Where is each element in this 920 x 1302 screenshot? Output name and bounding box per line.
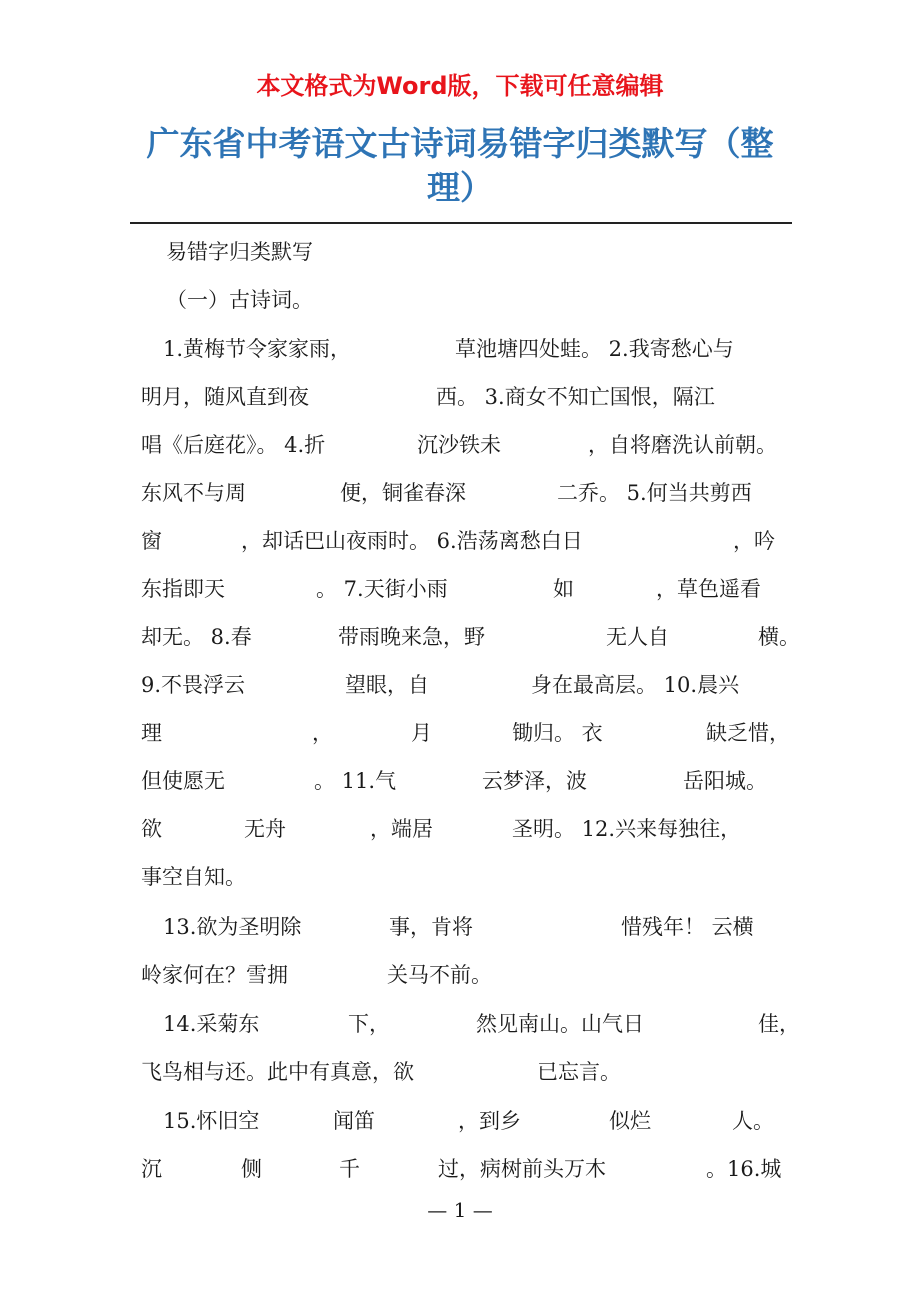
text-segment: 月 — [411, 721, 432, 745]
text-segment: 沉 — [141, 1157, 162, 1181]
page-number: — 1 — — [427, 1198, 493, 1222]
format-notice: 本文格式为Word版，下载可任意编辑 — [256, 72, 664, 100]
text-segment: ，草色遥看 — [656, 577, 761, 601]
text-segment: 岭家何在？雪拥 — [141, 963, 288, 987]
text-line — [141, 1048, 791, 1096]
text-line — [141, 421, 791, 469]
text-segment: ，却话巴山夜雨时。 6.浩荡离愁白日 — [241, 529, 583, 553]
text-segment: 缺乏惜， — [706, 721, 790, 745]
text-line — [141, 1000, 800, 1048]
title-divider — [130, 222, 792, 224]
text-segment: 云梦泽，波 — [482, 769, 587, 793]
text-line — [141, 517, 791, 565]
text-segment: 锄归。 衣 — [512, 721, 603, 745]
text-segment: 身在最高层。 10.晨兴 — [531, 673, 740, 697]
text-line — [141, 757, 791, 805]
text-segment: 千 — [339, 1157, 360, 1181]
text-line — [141, 1097, 791, 1145]
text-line — [141, 951, 791, 999]
text-segment: 如 — [553, 577, 574, 601]
text-segment: ，吟 — [733, 529, 775, 553]
text-line — [141, 613, 800, 661]
text-line — [141, 469, 791, 517]
text-segment: 东风不与周 — [141, 481, 246, 505]
text-segment: 。 7.天街小雨 — [316, 577, 448, 601]
section-line — [166, 276, 816, 324]
text-segment: 二乔。 5.何当共剪西 — [557, 481, 752, 505]
text-segment: 沉沙铁未 — [417, 433, 501, 457]
text-segment: ，端居 — [370, 817, 433, 841]
page-title: 广东省中考语文古诗词易错字归类默写（整理） — [146, 124, 774, 207]
text-segment: ， — [312, 721, 333, 745]
text-segment: 人。 — [732, 1109, 774, 1133]
text-segment: 飞鸟相与还。此中有真意，欲 — [141, 1060, 414, 1084]
text-segment: 已忘言。 — [537, 1060, 621, 1084]
text-segment: ，自将磨洗认前朝。 — [588, 433, 777, 457]
text-segment: 西。 3.商女不知亡国恨，隔江 — [436, 385, 715, 409]
text-segment: 事，肯将 — [389, 915, 473, 939]
text-segment: 草池塘四处蛙。 2.我寄愁心与 — [455, 337, 734, 361]
text-segment: 13.欲为圣明除 — [163, 915, 302, 939]
text-line — [141, 1145, 791, 1193]
text-segment: 惜残年！ 云横 — [621, 915, 754, 939]
text-segment: 事空自知。 — [141, 865, 246, 889]
text-segment: 圣明。 12.兴来每独往， — [512, 817, 742, 841]
text-segment: 望眼，自 — [345, 673, 429, 697]
text-segment: 明月，随风直到夜 — [141, 385, 309, 409]
text-segment: 带雨晚来急，野 — [338, 625, 485, 649]
text-line — [141, 373, 791, 421]
text-segment: 却无。 8.春 — [141, 625, 252, 649]
text-line — [141, 805, 791, 853]
text-segment: 横。 — [758, 625, 800, 649]
text-segment: 9.不畏浮云 — [141, 673, 246, 697]
text-segment: 唱《后庭花》。 4.折 — [141, 433, 326, 457]
text-segment: 欲 — [141, 817, 162, 841]
text-line — [141, 709, 791, 757]
text-segment: ，到乡 — [458, 1109, 521, 1133]
text-segment: 东指即天 — [141, 577, 225, 601]
text-segment: 无人自 — [606, 625, 669, 649]
text-line — [141, 903, 791, 951]
text-segment: 。 11.气 — [314, 769, 397, 793]
text-segment: 便，铜雀春深 — [340, 481, 466, 505]
text-line — [141, 853, 791, 901]
text-segment: 15.怀旧空 — [163, 1109, 260, 1133]
text-segment: 无舟 — [244, 817, 286, 841]
subheading-line — [166, 228, 816, 276]
subheading: 易错字归类默写 — [166, 240, 313, 264]
text-segment: 岳阳城。 — [683, 769, 767, 793]
text-segment: 理 — [141, 721, 162, 745]
text-segment: 但使愿无 — [141, 769, 225, 793]
text-segment: 过，病树前头万木 — [438, 1157, 606, 1181]
text-segment: 侧 — [241, 1157, 262, 1181]
text-segment: 似烂 — [609, 1109, 651, 1133]
text-segment: 闻笛 — [333, 1109, 375, 1133]
text-line — [141, 565, 791, 613]
section-heading: （一）古诗词。 — [166, 288, 313, 312]
text-segment: 佳， — [758, 1012, 800, 1036]
text-segment: 窗 — [141, 529, 162, 553]
text-line — [141, 661, 791, 709]
text-line — [141, 325, 791, 373]
text-segment: 1.黄梅节令家家雨， — [163, 337, 352, 361]
text-segment: 关马不前。 — [387, 963, 492, 987]
text-segment: 下， — [348, 1012, 390, 1036]
text-segment: 然见南山。山气日 — [476, 1012, 644, 1036]
text-segment: 。16.城 — [706, 1157, 782, 1181]
text-segment: 14.采菊东 — [163, 1012, 260, 1036]
